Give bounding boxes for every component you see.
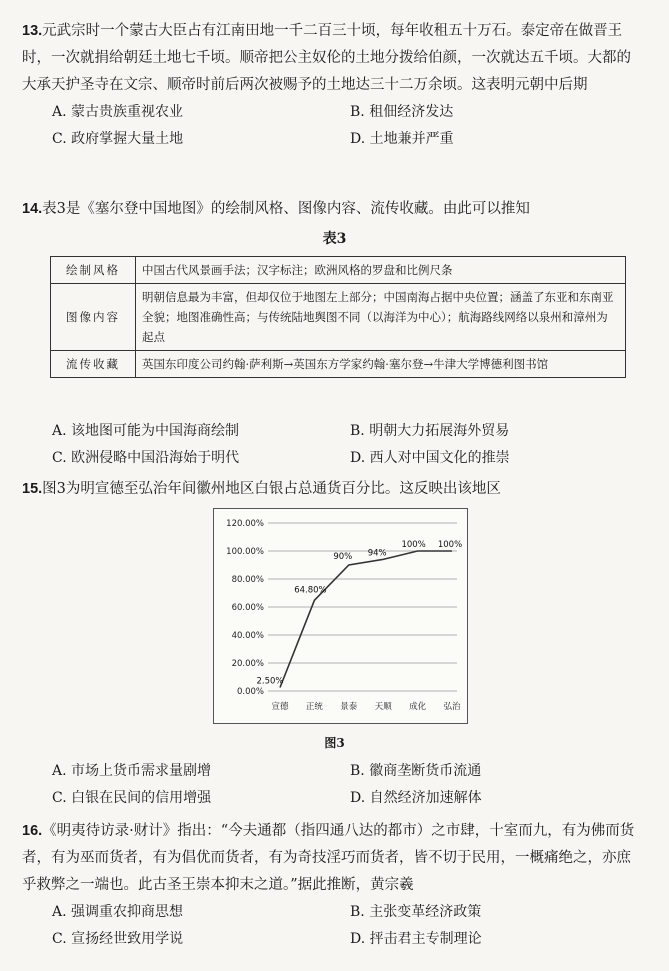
data-label: 2.50% [256,676,284,687]
x-tick-label: 天顺 [374,702,392,712]
table-row [51,351,626,378]
option-d[interactable]: D. 西人对中国文化的推崇 [350,450,510,466]
option-a[interactable]: A. 强调重农抑商思想 [52,904,184,920]
option-c[interactable]: C. 白银在民间的信用增强 [52,790,212,806]
table-row [51,257,626,284]
options-row [22,445,642,472]
options-row [22,99,642,126]
table-row [51,284,626,351]
data-label: 64.80% [294,585,327,596]
table-header-cell: 图像内容 [51,284,136,351]
question-number: 15. [22,481,43,497]
question-15-options [22,758,642,812]
y-tick-label: 120.00% [226,519,264,529]
question-stem: 元武宗时一个蒙古大臣占有江南田地一千二百三十顷，每年收租五十万石。泰定帝在做晋王时，一次就捐给朝廷土地七千顷。顺帝把公主奴伦的土地分拨给伯颜，一次就达五千顷。大都的大承天护圣寺在文宗、顺帝时前后两次被赐予的土地达三十二万余顷。这表明元朝中后期 [22,23,631,93]
options-row [22,758,642,785]
option-c[interactable]: C. 宣扬经世致用学说 [52,931,184,947]
table-header-cell: 流传收藏 [51,351,136,378]
question-number: 14. [22,201,43,217]
chart-svg [214,509,467,723]
y-tick-label: 20.00% [231,659,264,669]
option-d[interactable]: D. 土地兼并严重 [350,131,454,147]
x-tick-label: 弘治 [443,702,461,712]
question-15 [22,476,642,503]
options-row [22,899,642,926]
y-tick-label: 60.00% [231,603,264,613]
option-a[interactable]: A. 市场上货币需求量剧增 [52,763,212,779]
question-stem: 图3为明宣德至弘治年间徽州地区白银占总通货百分比。这反映出该地区 [42,481,501,497]
options-row [22,926,642,953]
table-cell: 中国古代风景画手法；汉字标注；欧洲风格的罗盘和比例尺条 [136,257,626,284]
question-14 [22,196,642,223]
option-b[interactable]: B. 徽商垄断货币流通 [350,763,482,779]
table-3 [50,256,626,378]
question-stem: 表3是《塞尔登中国地图》的绘制风格、图像内容、流传收藏。由此可以推知 [42,201,530,217]
series-line [280,551,452,688]
question-stem: 《明夷待访录·财计》指出：“今夫通都（指四通八达的都市）之市肆，十室而九，有为佛而货者，有为巫而货者，有为倡优而货者，有为奇技淫巧而货者，皆不切于民用，一概痛绝之，亦庶乎救弊之一端也。此古圣王崇本抑末之道。”据此推断，黄宗羲 [22,823,635,893]
option-c[interactable]: C. 政府掌握大量土地 [52,131,184,147]
question-14-options [22,418,642,472]
x-tick-label: 宣德 [271,702,289,712]
question-13 [22,18,642,153]
question-number: 16. [22,823,43,839]
x-tick-label: 成化 [409,702,427,712]
option-c[interactable]: C. 欧洲侵略中国沿海始于明代 [52,450,240,466]
y-tick-label: 80.00% [231,575,264,585]
table-caption: 表3 [322,231,347,247]
line-chart [213,508,468,724]
option-a[interactable]: A. 蒙古贵族重视农业 [52,104,184,120]
data-label: 90% [333,552,353,562]
table-cell: 英国东印度公司约翰·萨利斯→英国东方学家约翰·塞尔登→牛津大学博德利图书馆 [136,351,626,378]
option-a[interactable]: A. 该地图可能为中国海商绘制 [52,423,240,439]
y-tick-label: 100.00% [226,547,264,557]
options-row [22,418,642,445]
options-row [22,126,642,153]
options-row [22,785,642,812]
data-label: 94% [367,548,387,559]
y-tick-label: 0.00% [236,687,264,697]
option-b[interactable]: B. 租佃经济发达 [350,104,454,120]
x-tick-label: 景泰 [340,702,358,712]
data-label: 100% [401,540,426,550]
option-b[interactable]: B. 主张变革经济政策 [350,904,482,920]
option-d[interactable]: D. 抨击君主专制理论 [350,931,482,947]
figure-caption: 图3 [324,736,345,750]
question-number: 13. [22,23,43,39]
table-cell: 明朝信息最为丰富，但却仅位于地图左上部分；中国南海占据中央位置；涵盖了东亚和东南亚全貌；地图准确性高；与传统陆地舆图不同（以海洋为中心）；航海路线网络以泉州和漳州为起点 [136,284,626,351]
question-16 [22,818,642,953]
option-b[interactable]: B. 明朝大力拓展海外贸易 [350,423,510,439]
x-tick-label: 正统 [305,702,323,712]
table-header-cell: 绘制风格 [51,257,136,284]
option-d[interactable]: D. 自然经济加速解体 [350,790,482,806]
data-label: 100% [437,540,463,550]
y-tick-label: 40.00% [231,631,264,641]
